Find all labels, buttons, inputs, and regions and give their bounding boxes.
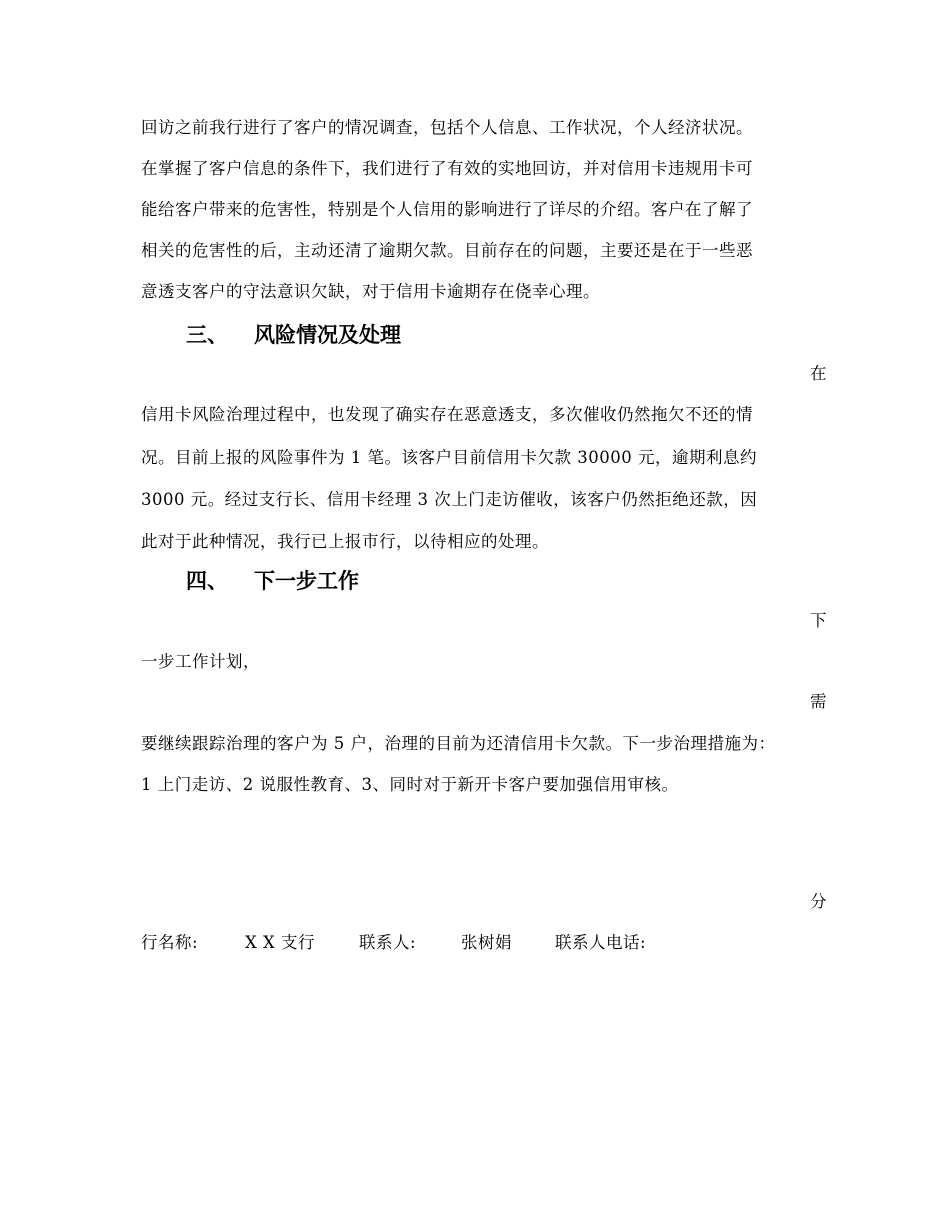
branch-value: X X 支行 [245,933,315,952]
paragraph-line: 能给客户带来的危害性，特别是个人信用的影响进行了详尽的介绍。客户在了解了 [141,200,753,219]
paragraph-line: 1 上门走访、2 说服性教育、3、同时对于新开卡客户要加强信用审核。 [141,775,679,794]
section-title: 下一步工作 [254,569,359,593]
paragraph-line: 在掌握了客户信息的条件下，我们进行了有效的实地回访，并对信用卡违规用卡可 [141,159,753,178]
signature-line [141,933,646,953]
section-number: 三、 [186,323,228,347]
contact-value: 张树娟 [461,933,512,952]
paragraph-line: 要继续跟踪治理的客户为 5 户，治理的目前为还清信用卡欠款。下一步治理措施为： [141,734,776,753]
signature-lead-char: 分 [810,892,827,911]
paragraph-line: 相关的危害性的后，主动还清了逾期欠款。目前存在的问题，主要还是在于一些恶 [141,241,753,260]
section-number: 四、 [186,569,228,593]
paragraph-lead-char: 需 [810,692,827,711]
paragraph-lead-char: 在 [810,364,827,383]
paragraph-line: 此对于此种情况，我行已上报市行，以待相应的处理。 [141,532,549,551]
paragraph-line: 信用卡风险治理过程中，也发现了确实存在恶意透支，多次催收仍然拖欠不还的情 [141,405,753,424]
paragraph-line: 况。目前上报的风险事件为 1 笔。该客户目前信用卡欠款 30000 元，逾期利息约 [141,448,757,467]
paragraph-line: 意透支客户的守法意识欠缺，对于信用卡逾期存在侥幸心理。 [141,282,600,301]
phone-label: 联系人电话: [555,933,647,952]
section-heading-3 [186,323,401,347]
branch-label: 行名称: [141,933,199,952]
paragraph-line: 一步工作计划， [141,652,260,671]
contact-label: 联系人: [359,933,417,952]
section-heading-4 [186,569,359,593]
paragraph-line: 回访之前我行进行了客户的情况调查，包括个人信息、工作状况，个人经济状况。 [141,118,753,137]
section-title: 风险情况及处理 [254,323,401,347]
paragraph-lead-char: 下 [810,611,827,630]
paragraph-line: 3000 元。经过支行长、信用卡经理 3 次上门走访催收，该客户仍然拒绝还款，因 [141,490,758,509]
